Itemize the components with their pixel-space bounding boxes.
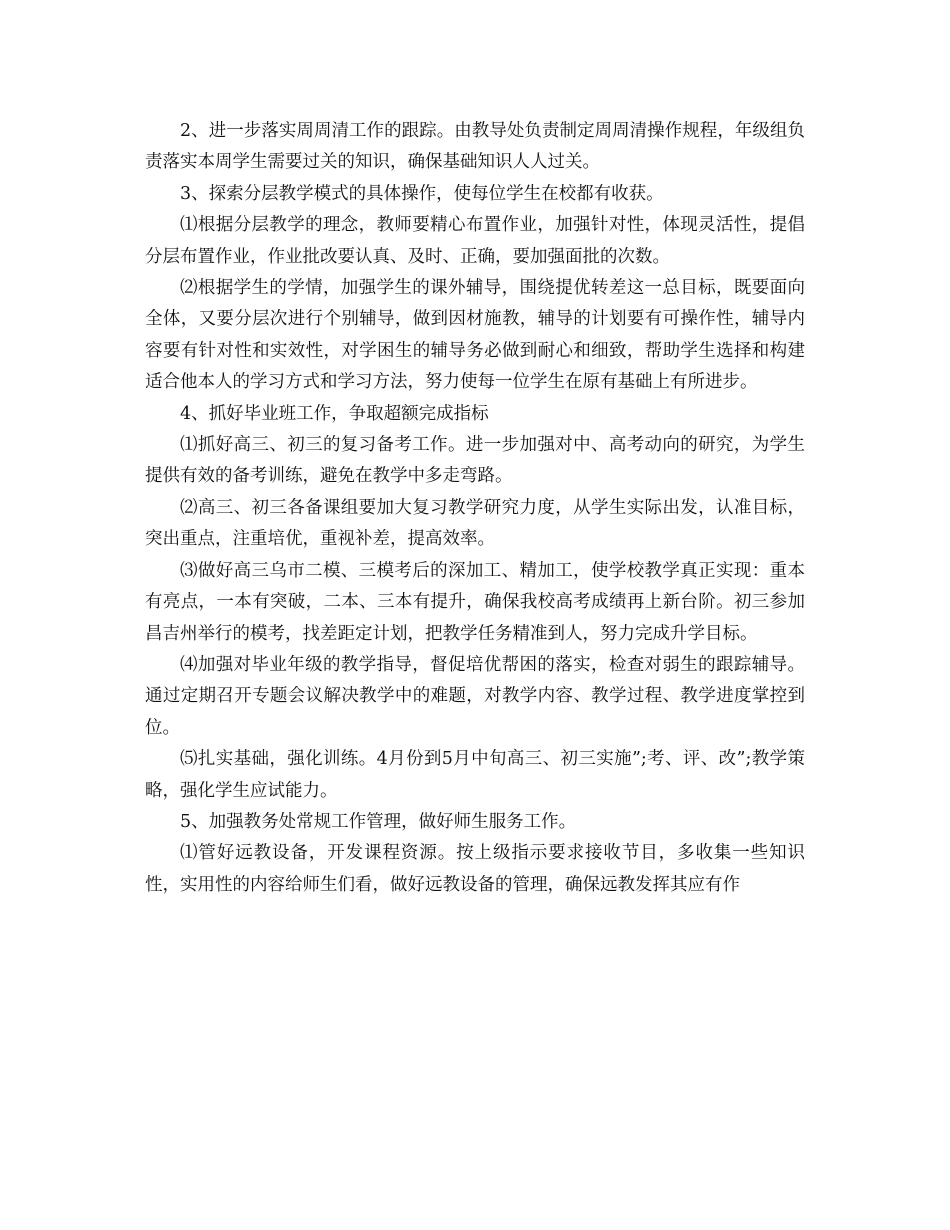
paragraph-item-3-1: ⑴根据分层教学的理念，教师要精心布置作业，加强针对性，体现灵活性，提倡分层布置作业，作业批改要认真、及时、正确，要加强面批的次数。 bbox=[145, 215, 805, 267]
paragraph-item-4: 4、抓好毕业班工作，争取超额完成指标 bbox=[180, 403, 489, 424]
paragraph-item-4-4: ⑷加强对毕业年级的教学指导，督促培优帮困的落实，检查对弱生的跟踪辅导。通过定期召开专题会议解决教学中的难题，对教学内容、教学过程、教学进度掌控到位。 bbox=[145, 654, 805, 738]
paragraph-item-4-3: ⑶做好高三乌市二模、三模考后的深加工、精加工，使学校教学真正实现：重本有亮点，一本有突破，二本、三本有提升，确保我校高考成绩再上新台阶。初三参加昌吉州举行的模考，找差距定计划，把教学任务精准到人，努力完成升学目标。 bbox=[145, 560, 805, 644]
paragraph-item-4-2: ⑵高三、初三各备课组要加大复习教学研究力度，从学生实际出发，认准目标，突出重点，注重培优，重视补差，提高效率。 bbox=[145, 497, 805, 550]
paragraph-item-4-1: ⑴抓好高三、初三的复习备考工作。进一步加强对中、高考动向的研究，为学生提供有效的备考训练，避免在教学中多走弯路。 bbox=[145, 435, 805, 487]
paragraph-item-5-1: ⑴管好远教设备，开发课程资源。按上级指示要求接收节目，多收集一些知识性，实用性的内容给师生们看，做好远教设备的管理，确保远教发挥其应有作 bbox=[145, 843, 805, 895]
paragraph-item-3-2: ⑵根据学生的学情，加强学生的课外辅导，围绕提优转差这一总目标，既要面向全体，又要分层次进行个别辅导，做到因材施教，辅导的计划要有可操作性，辅导内容要有针对性和实效性，对学困生的辅导务必做到耐心和细致，帮助学生选择和构建适合他本人的学习方式和学习方法，努力使每一位学生在原有基础上有所进步。 bbox=[145, 278, 805, 393]
paragraph-item-4-5: ⑸扎实基础，强化训练。4月份到5月中旬高三、初三实施”;考、评、改”;教学策略，强化学生应试能力。 bbox=[145, 749, 805, 801]
document-body bbox=[145, 116, 805, 901]
paragraph-item-5: 5、加强教务处常规工作管理，做好师生服务工作。 bbox=[180, 811, 577, 832]
paragraph-item-3: 3、探索分层教学模式的具体操作，使每位学生在校都有收获。 bbox=[180, 183, 664, 204]
paragraph-item-2: 2、进一步落实周周清工作的跟踪。由教导处负责制定周周清操作规程，年级组负责落实本周学生需要过关的知识，确保基础知识人人过关。 bbox=[145, 121, 805, 173]
